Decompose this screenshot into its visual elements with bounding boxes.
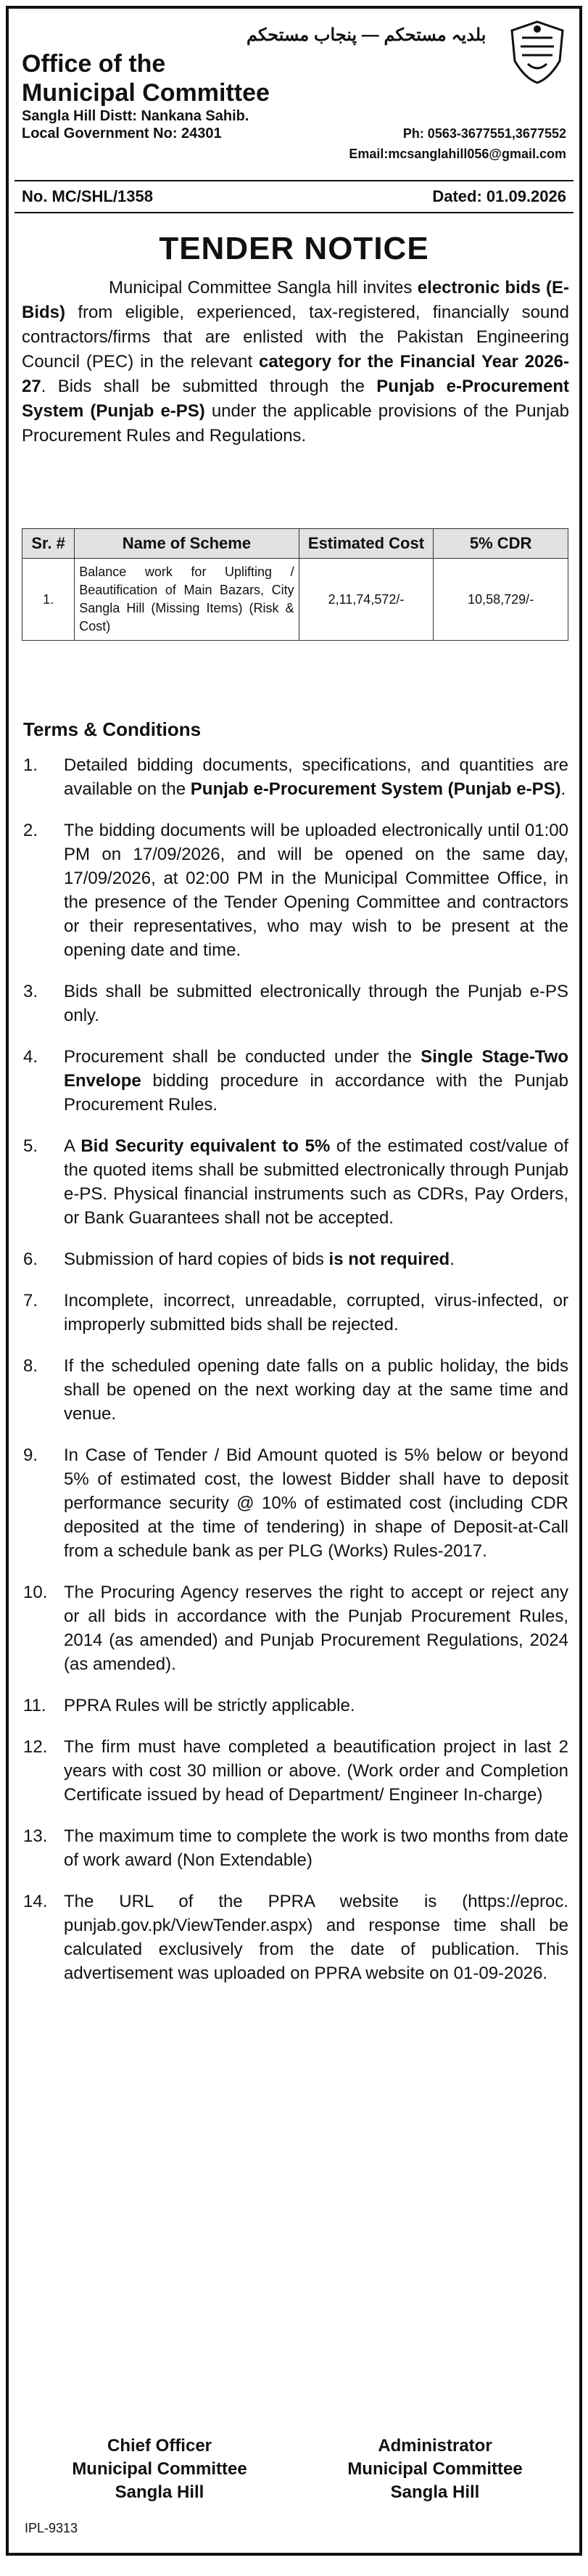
list-item [23, 1694, 568, 1718]
email: Email:mcsanglahill056@gmail.com [349, 147, 566, 161]
list-item [23, 1289, 568, 1337]
reference-number: No. MC/SHL/1358 [22, 187, 153, 205]
punjab-government-logo [508, 19, 567, 86]
list-item [23, 819, 568, 962]
term-number: 7. [23, 1291, 38, 1310]
term-number: 14. [23, 1892, 48, 1911]
letterhead [15, 15, 573, 196]
header-cdr: 5% CDR [434, 529, 568, 559]
list-item [23, 1443, 568, 1563]
list-item [23, 1580, 568, 1676]
term-text: A Bid Security equivalent to 5% of the estimated cost/value of the quoted items shall be submitted electronically through Punjab e-PS. Physical financial instruments such as CDRs, Pay Orders, or Bank Guarantees shall not be accepted. [64, 1136, 568, 1228]
term-text: PPRA Rules will be strictly applicable. [64, 1696, 355, 1715]
header-estimated-cost: Estimated Cost [299, 529, 434, 559]
scheme-table [22, 528, 568, 641]
term-text: Incomplete, incorrect, unreadable, corrupted, virus-infected, or improperly submitted bids shall be rejected. [64, 1291, 568, 1334]
term-text: The maximum time to complete the work is two months from date of work award (Non Extendable) [64, 1826, 568, 1870]
term-number: 2. [23, 821, 38, 840]
term-number: 11. [23, 1696, 46, 1715]
list-item [23, 1354, 568, 1426]
terms-heading: Terms & Conditions [23, 718, 202, 740]
term-text: The firm must have completed a beautification project in last 2 years with cost 30 million or above. (Work order and Completion Certificate issued by head of Department/ Engineer In-charge) [64, 1737, 568, 1805]
ipl-code: IPL-9313 [25, 2521, 78, 2535]
list-item [23, 753, 568, 801]
terms-list [23, 753, 568, 2003]
term-number: 6. [23, 1250, 38, 1269]
term-text: Bids shall be submitted electronically through the Punjab e-PS only. [64, 982, 568, 1025]
term-text: If the scheduled opening date falls on a public holiday, the bids shall be opened on the next working day at the same time and venue. [64, 1356, 568, 1424]
office-title: Office of the Municipal Committee [22, 50, 270, 107]
header-sr: Sr. # [22, 529, 75, 559]
cell-cost: 2,11,74,572/- [299, 559, 434, 641]
term-number: 13. [23, 1826, 48, 1846]
list-item [23, 1045, 568, 1117]
term-text: The bidding documents will be uploaded electronically until 01:00 PM on 17/09/2026, and will be opened on the same day, 17/09/2026, at 02:00 PM in the Municipal Committee Office, in the presence of the Tender Opening Committee and contractors or their representatives, who may wish to be present at the opening date and time. [64, 821, 568, 960]
term-number: 1. [23, 755, 38, 775]
header-scheme: Name of Scheme [75, 529, 299, 559]
urdu-slogan: بلدیہ مستحکم — پنجاب مستحکم [247, 25, 486, 45]
table-row [22, 559, 568, 641]
administrator-signature: Administrator Municipal Committee Sangla Hill [347, 2436, 523, 2502]
term-text: In Case of Tender / Bid Amount quoted is 5% below or beyond 5% of estimated cost, the lowest Bidder shall have to deposit performance security @ 10% of estimated cost (including CDR deposited at the time of tendering) in shape of Deposit-at-Call from a schedule bank as per PLG (Works) Rules-2017. [64, 1445, 568, 1561]
reference-row [15, 180, 573, 213]
term-text: Procurement shall be conducted under the Single Stage-Two Envelope bidding procedure in accordance with the Punjab Procurement Rules. [64, 1047, 569, 1115]
list-item [23, 1890, 568, 1985]
term-number: 5. [23, 1136, 38, 1156]
cell-sr: 1. [22, 559, 75, 641]
contact-info [349, 123, 566, 164]
term-number: 3. [23, 982, 38, 1001]
cell-cdr: 10,58,729/- [434, 559, 568, 641]
term-number: 4. [23, 1047, 38, 1067]
list-item [23, 980, 568, 1027]
notice-date: Dated: 01.09.2026 [432, 187, 566, 205]
term-text: The Procuring Agency reserves the right to accept or reject any or all bids in accordance with the Punjab Procurement Rules, 2014 (as amended) and Punjab Procurement Regulations, 2024 (as amended). [64, 1583, 568, 1674]
term-number: 9. [23, 1445, 38, 1465]
office-address: Sangla Hill Distt: Nankana Sahib. Local Government No: 24301 [22, 108, 249, 141]
list-item [23, 1247, 568, 1271]
term-number: 8. [23, 1356, 38, 1376]
chief-officer-signature: Chief Officer Municipal Committee Sangla Hill [72, 2436, 247, 2502]
term-text: Submission of hard copies of bids is not required. [64, 1250, 455, 1269]
notice-title: TENDER NOTICE [159, 231, 429, 266]
list-item [23, 1735, 568, 1807]
term-number: 10. [23, 1583, 48, 1602]
list-item [23, 1134, 568, 1230]
list-item [23, 1824, 568, 1872]
phone: Ph: 0563-3677551,3677552 [402, 126, 566, 141]
cell-scheme: Balance work for Uplifting / Beautification of Main Bazars, City Sangla Hill (Missing Items) (Risk & Cost) [75, 559, 299, 641]
intro-paragraph: Municipal Committee Sangla hill invites electronic bids (E-Bids) from eligible, experienced, tax-registered, financially sound contractors/firms that are enlisted with the Pakistan Engineering Council (PEC) in the relevant category for the Financial Year 2026-27. Bids shall be submitted through the Punjab e-Procurement System (Punjab e-PS) under the applicable provisions of the Punjab Procurement Rules and Regulations. [22, 278, 570, 446]
term-number: 12. [23, 1737, 48, 1757]
term-text: The URL of the PPRA website is (https://eproc. punjab.gov.pk/ViewTender.aspx) and response time shall be calculated exclusively from the date of publication. This advertisement was uploaded on PPRA website on 01-09-2026. [64, 1892, 568, 1983]
term-text: Detailed bidding documents, specifications, and quantities are available on the Punjab e-Procurement System (Punjab e-PS). [64, 755, 568, 799]
